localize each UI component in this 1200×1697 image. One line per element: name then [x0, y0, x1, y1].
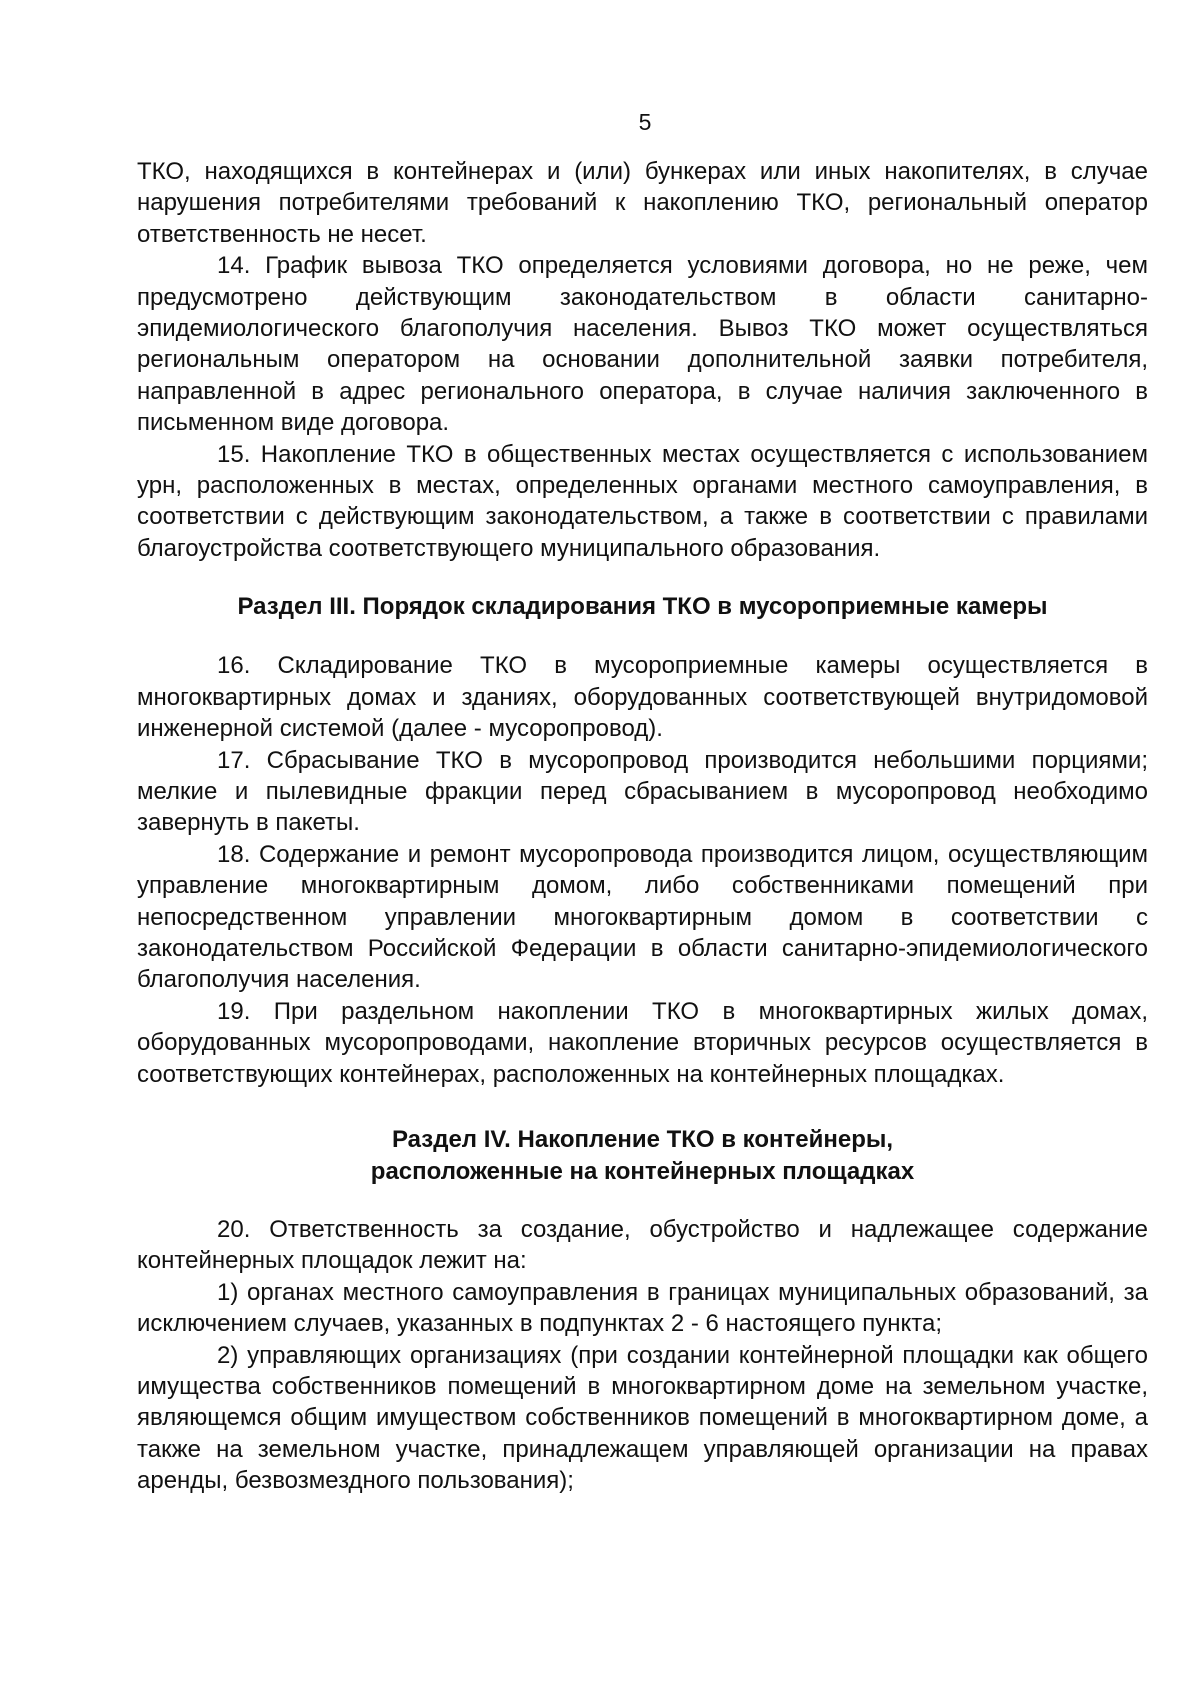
section-4-heading-line-1: Раздел IV. Накопление ТКО в контейнеры,	[391, 1125, 894, 1153]
section-4-heading	[137, 1124, 1148, 1188]
paragraph-19: 19. При раздельном накоплении ТКО в многоквартирных жилых домах, оборудованных мусоропроводами, накопление вторичных ресурсов осуществляется в соответствующих контейнерах, расположенных на контейнерных площадках.	[137, 997, 1148, 1088]
document-body	[137, 156, 1148, 1497]
paragraph-15: 15. Накопление ТКО в общественных местах осуществляется с использованием урн, расположенных в местах, определенных органами местного самоуправления, в соответствии с действующим законодательством, а также в соответствии с правилами благоустройства соответствующего муниципального образования.	[137, 440, 1148, 562]
paragraph-14: 14. График вывоза ТКО определяется условиями договора, но не реже, чем предусмотрено действующим законодательством в области санитарно-эпидемиологического благополучия населения. Вывоз ТКО может осуществляться региональным оператором на основании дополнительной заявки потребителя, направленной в адрес регионального оператора, в случае наличия заключенного в письменном виде договора.	[137, 252, 1148, 437]
subparagraph-20-2: 2) управляющих организациях (при создании контейнерной площадки как общего имущества собственников помещений в многоквартирном доме на земельном участке, являющемся общим имуществом собственников помещений в многоквартирном доме, а также на земельном участке, принадлежащем управляющей организации на правах аренды, безвозмездного пользования);	[137, 1341, 1148, 1495]
paragraph-20: 20. Ответственность за создание, обустройство и надлежащее содержание контейнерных площадок лежит на:	[137, 1215, 1148, 1275]
paragraph-17: 17. Сбрасывание ТКО в мусоропровод производится небольшими порциями; мелкие и пылевидные фракции перед сбрасыванием в мусоропровод необходимо завернуть в пакеты.	[137, 746, 1148, 837]
paragraph-18: 18. Содержание и ремонт мусоропровода производится лицом, осуществляющим управление многоквартирным домом, либо собственниками помещений при непосредственном управлении многоквартирным домом в соответствии с законодательством Российской Федерации в области санитарно-эпидемиологического благополучия населения.	[137, 840, 1148, 994]
section-3-heading: Раздел III. Порядок складирования ТКО в мусороприемные камеры	[237, 593, 1048, 621]
page-number: 5	[638, 109, 652, 135]
paragraph-continuation: ТКО, находящихся в контейнерах и (или) бункерах или иных накопителях, в случае нарушения потребителями требований к накоплению ТКО, региональный оператор ответственность не несет.	[137, 158, 1148, 248]
section-4-heading-line-2: расположенные на контейнерных площадках	[370, 1157, 915, 1185]
paragraph-16: 16. Складирование ТКО в мусороприемные камеры осуществляется в многоквартирных домах и зданиях, оборудованных соответствующей внутридомовой инженерной системой (далее - мусоропровод).	[137, 652, 1148, 743]
subparagraph-20-1: 1) органах местного самоуправления в границах муниципальных образований, за исключением случаев, указанных в подпунктах 2 - 6 настоящего пункта;	[137, 1278, 1148, 1338]
